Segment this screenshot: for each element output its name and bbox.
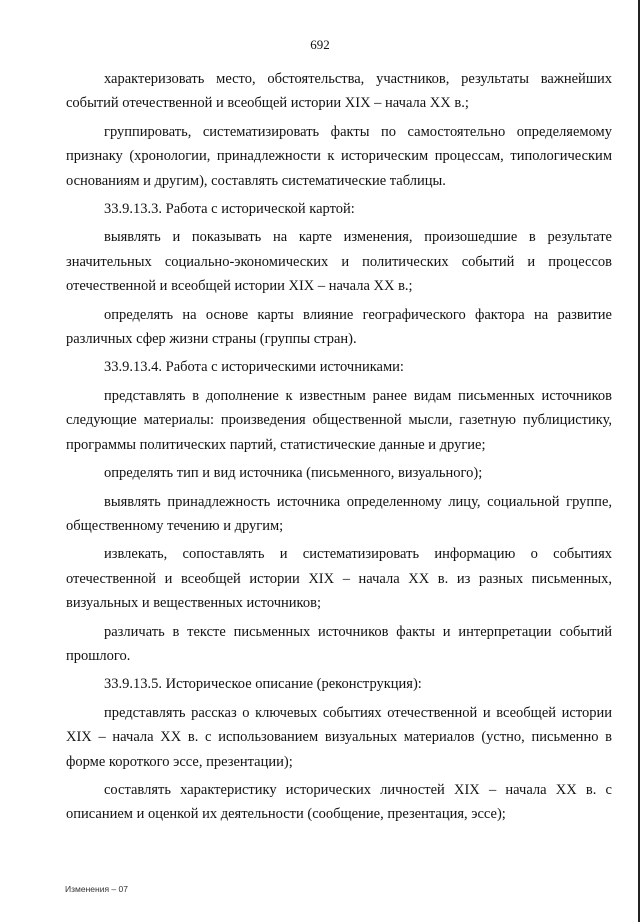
paragraph: группировать, систематизировать факты по самостоятельно определяемому признаку (хронологии, принадлежности к историческим процессам, типологическим основаниям и другим), составлять систематические таблицы. (66, 123, 612, 189)
paragraph: составлять характеристику исторических личностей XIX – начала XX в. с описанием и оценкой их деятельности (сообщение, презентация, эссе); (66, 781, 612, 823)
footer-revision-note: Изменения – 07 (65, 884, 128, 894)
section-heading: 33.9.13.5. Историческое описание (реконструкция): (104, 676, 422, 693)
paragraph: выявлять принадлежность источника определенному лицу, социальной группе, общественному течению и другим; (66, 493, 612, 534)
paragraph: различать в тексте письменных источников факты и интерпретации событий прошлого. (66, 623, 612, 664)
section-heading: 33.9.13.3. Работа с исторической картой: (104, 201, 355, 218)
page-body (66, 67, 612, 831)
page-number: 692 (310, 37, 330, 52)
paragraph: извлекать, сопоставлять и систематизировать информацию о событиях отечественной и всеобщей истории XIX – начала XX в. из разных письменных, визуальных и вещественных источников; (66, 546, 612, 612)
paragraph: представлять в дополнение к известным ранее видам письменных источников следующие материалы: произведения общественной мысли, газетную публицистику, программы политических партий, статистические данные и другие; (66, 387, 612, 453)
paragraph: представлять рассказ о ключевых событиях отечественной и всеобщей истории XIX – начала XX в. с использованием визуальных материалов (устно, письменно в форме короткого эссе, презентации); (66, 704, 612, 770)
paragraph: определять на основе карты влияние географического фактора на развитие различных сфер жизни страны (группы стран). (66, 306, 612, 348)
paragraph: выявлять и показывать на карте изменения, произошедшие в результате значительных социально-экономических и политических событий и процессов отечественной и всеобщей истории XIX – начала XX в.; (66, 229, 612, 295)
paragraph: определять тип и вид источника (письменного, визуального); (104, 465, 483, 482)
section-heading: 33.9.13.4. Работа с историческими источниками: (104, 359, 404, 376)
paragraph: характеризовать место, обстоятельства, участников, результаты важнейших событий отечественной и всеобщей истории XIX – начала XX в.; (66, 71, 612, 112)
